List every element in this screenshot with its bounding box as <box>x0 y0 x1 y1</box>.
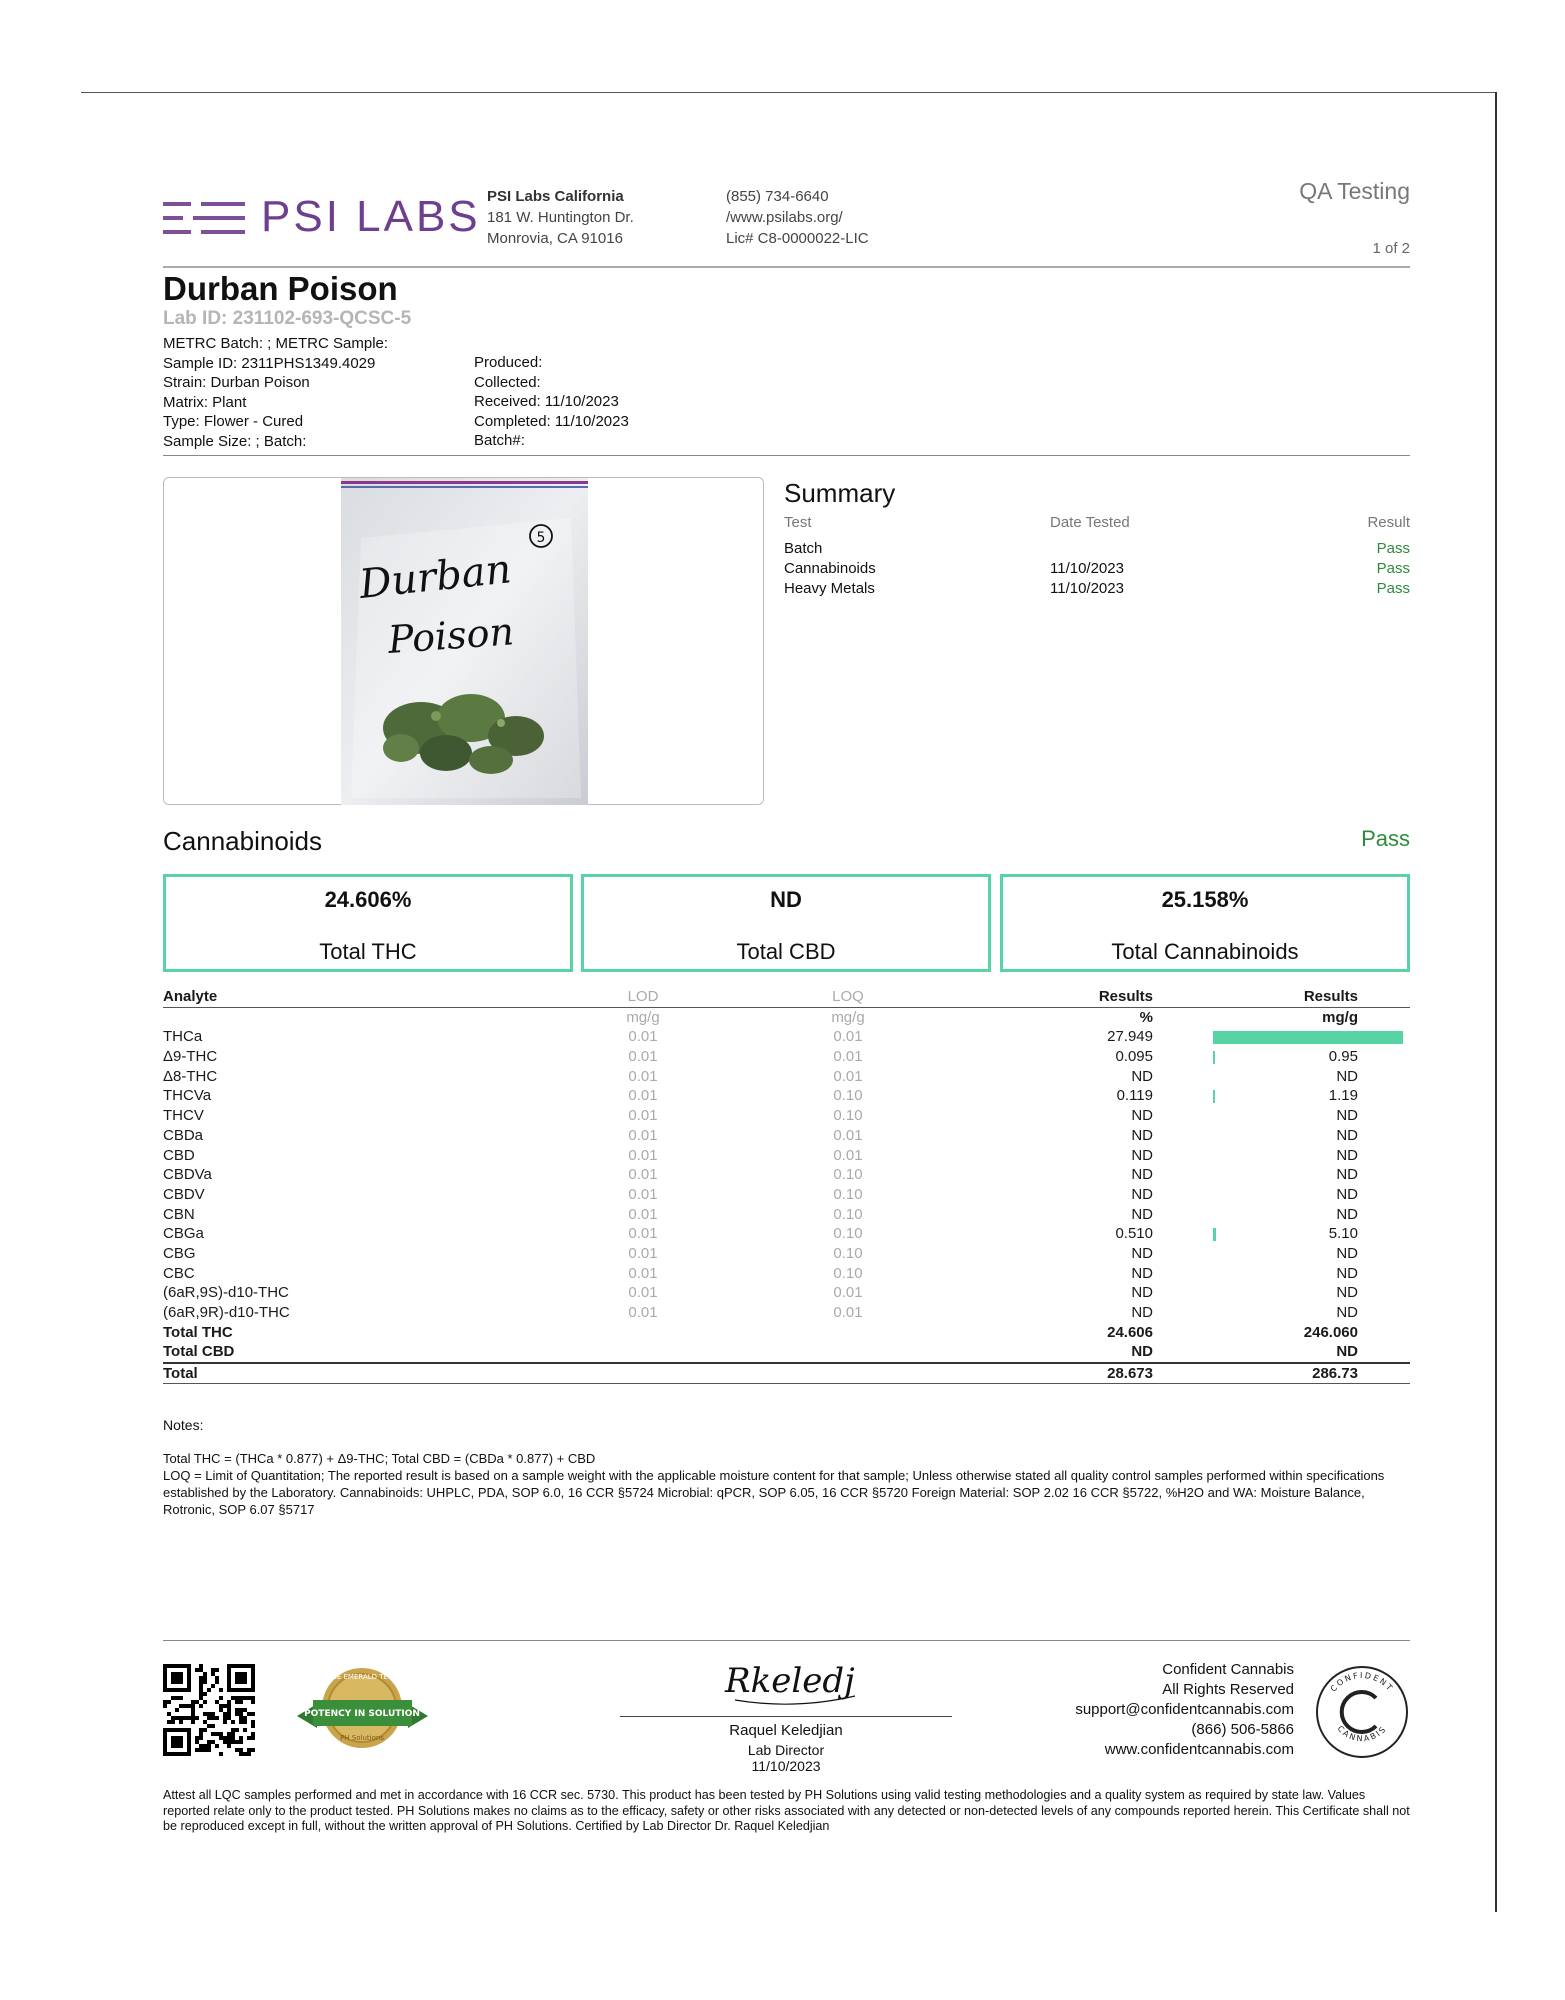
cc-rights: All Rights Reserved <box>1162 1681 1294 1698</box>
analyte-name: (6aR,9S)-d10-THC <box>163 1284 289 1302</box>
notes-line: LOQ = Limit of Quantitation; The reported result is based on a sample weight with the applicable moisture content for that sample; Unless otherwise stated all quality control samples performed within specifications established by the Laboratory. Cannabinoids: UHPLC, PDA, SOP 6.0, 16 CCR §5724 Microbial: qPCR, SOP 6.05, 16 CCR §5720 Foreign Material: SOP 2.02 16 CCR §5722, %H2O and WA: Moisture Balance, Rotronic, SOP 6.07 §5717 <box>163 1468 1385 1517</box>
analyte-lod: 0.01 <box>628 1205 658 1223</box>
lab-website: /www.psilabs.org/ <box>726 209 843 226</box>
total-thc-label: Total THC <box>319 939 417 964</box>
lab-contact <box>726 186 869 249</box>
analyte-loq: 0.01 <box>833 1146 863 1164</box>
analyte-loq: 0.01 <box>833 1048 863 1066</box>
summary-col-date: Date Tested <box>1050 514 1130 531</box>
analyte-name: Total <box>163 1364 198 1382</box>
analyte-row <box>163 1047 1410 1067</box>
analyte-row <box>163 1244 1410 1264</box>
signer-role: Lab Director <box>747 1742 825 1758</box>
analyte-lod: 0.01 <box>628 1166 658 1184</box>
analyte-name: THCVa <box>163 1087 212 1105</box>
total-cannabinoids-label: Total Cannabinoids <box>1111 939 1299 964</box>
qr-code-icon[interactable] <box>163 1664 255 1756</box>
analyte-row <box>163 1185 1410 1205</box>
result-mg: 286.73 <box>1312 1364 1358 1382</box>
cc-name: Confident Cannabis <box>1162 1661 1294 1678</box>
result-pct: ND <box>1131 1107 1153 1125</box>
psi-labs-logo <box>163 192 483 244</box>
cc-website[interactable]: www.confidentcannabis.com <box>1104 1741 1294 1758</box>
analyte-row <box>163 1067 1410 1087</box>
result-pct: 24.606 <box>1107 1323 1153 1341</box>
result-pct: ND <box>1131 1166 1153 1184</box>
analyte-lod: 0.01 <box>628 1264 658 1282</box>
total-row <box>163 1364 1410 1384</box>
analyte-name: CBC <box>163 1264 195 1282</box>
analyte-loq: 0.10 <box>833 1087 863 1105</box>
analyte-loq: 0.01 <box>833 1304 863 1321</box>
analyte-loq: 0.01 <box>833 1284 863 1302</box>
sample-meta-dates <box>474 353 629 451</box>
svg-text:THE EMERALD TEST: THE EMERALD TEST <box>327 1673 397 1681</box>
lab-name: PSI Labs California <box>487 188 624 205</box>
unit-pct: % <box>1139 1008 1153 1026</box>
result-pct: ND <box>1131 1244 1153 1262</box>
result-pct: 0.510 <box>1115 1225 1153 1243</box>
result-mg: ND <box>1336 1185 1358 1203</box>
result-mg: ND <box>1336 1126 1358 1144</box>
analyte-lod: 0.01 <box>628 1126 658 1144</box>
sample-title: Durban Poison <box>163 270 398 307</box>
analyte-name: (6aR,9R)-d10-THC <box>163 1304 290 1321</box>
total-thc-box <box>163 874 573 972</box>
page-top-rule <box>81 92 1496 93</box>
svg-text:POTENCY IN SOLUTION: POTENCY IN SOLUTION <box>304 1709 420 1719</box>
result-mg: 246.060 <box>1303 1323 1358 1341</box>
analyte-rows <box>163 1027 1410 1322</box>
analyte-row <box>163 1106 1410 1126</box>
summary-col-test: Test <box>784 514 812 531</box>
analyte-name: CBDa <box>163 1126 204 1144</box>
lab-phone: (855) 734-6640 <box>726 188 829 205</box>
signed-date: 11/10/2023 <box>751 1758 821 1774</box>
analyte-lod: 0.01 <box>628 1048 658 1066</box>
sample-bag-image <box>341 478 588 805</box>
page-right-rule <box>1495 92 1497 1912</box>
svg-text:CANNABIS: CANNABIS <box>1335 1724 1389 1744</box>
total-cannabinoids-value: 25.158% <box>1161 887 1249 912</box>
analyte-name: THCa <box>163 1028 203 1046</box>
summary-result: Pass <box>1376 560 1410 577</box>
analyte-loq: 0.10 <box>833 1107 863 1125</box>
svg-text:Poison: Poison <box>386 609 516 662</box>
footer-rule <box>163 1640 1410 1641</box>
svg-text:CONFIDENT: CONFIDENT <box>1328 1670 1396 1694</box>
analyte-lod: 0.01 <box>628 1067 658 1085</box>
analyte-lod: 0.01 <box>628 1185 658 1203</box>
svg-text:Rkeledj: Rkeledj <box>725 1661 855 1701</box>
meta-line: Strain: Durban Poison <box>163 374 310 392</box>
analyte-lod: 0.01 <box>628 1304 658 1321</box>
result-pct: ND <box>1131 1067 1153 1085</box>
col-results-mg: Results <box>1303 988 1358 1005</box>
analyte-lod: 0.01 <box>628 1284 658 1302</box>
attestation-text: Attest all LQC samples performed and met in accordance with 16 CCR sec. 5730. This product has been tested by PH Solutions using valid testing methodologies and a quality system as required by state law. Values reported relate only to the product tested. PH Solutions makes no claims as to the efficacy, safety or other risks associated with any detected or non-detected levels of any compounds reported herein. This Certificate shall not be reproduced except in full, without the written approval of PH Solutions. Certified by Lab Director Dr. Raquel Keledjian <box>163 1788 1410 1833</box>
summary-result: Pass <box>1376 580 1410 597</box>
result-pct: ND <box>1131 1185 1153 1203</box>
confident-cannabis-info <box>1075 1660 1294 1760</box>
summary-date: 11/10/2023 <box>1050 580 1124 597</box>
result-pct: ND <box>1131 1284 1153 1302</box>
analyte-name: Δ9-THC <box>163 1048 218 1066</box>
result-bar <box>1213 1228 1216 1241</box>
svg-text:Durban: Durban <box>357 546 514 608</box>
meta-line: Sample Size: ; Batch: <box>163 432 307 450</box>
result-pct: ND <box>1131 1126 1153 1144</box>
total-cbd-value: ND <box>770 887 802 912</box>
signer-title <box>620 1742 952 1774</box>
table-header-row <box>163 987 1410 1007</box>
total-cbd-row <box>163 1342 1410 1362</box>
analyte-row <box>163 1303 1410 1323</box>
analyte-row <box>163 1146 1410 1166</box>
analyte-row <box>163 1126 1410 1146</box>
total-cbd-label: Total CBD <box>736 939 836 964</box>
analyte-name: Δ8-THC <box>163 1067 218 1085</box>
result-mg: ND <box>1336 1244 1358 1262</box>
result-mg: ND <box>1336 1264 1358 1282</box>
table-units-row <box>163 1008 1410 1028</box>
analyte-lod: 0.01 <box>628 1244 658 1262</box>
analyte-name: CBG <box>163 1244 196 1262</box>
summary-result: Pass <box>1376 540 1410 557</box>
analyte-lod: 0.01 <box>628 1107 658 1125</box>
result-bar <box>1213 1031 1403 1044</box>
result-pct: ND <box>1131 1304 1153 1321</box>
analyte-row <box>163 1264 1410 1284</box>
analyte-lod: 0.01 <box>628 1028 658 1046</box>
total-thc-value: 24.606% <box>324 887 412 912</box>
cc-email[interactable]: support@confidentcannabis.com <box>1075 1701 1294 1718</box>
result-pct: 0.095 <box>1115 1048 1153 1066</box>
cc-phone: (866) 506-5866 <box>1191 1721 1294 1738</box>
unit-loq: mg/g <box>831 1008 865 1026</box>
svg-text:5: 5 <box>536 530 546 546</box>
meta-line: Batch#: <box>474 432 525 450</box>
result-pct: ND <box>1131 1343 1153 1361</box>
lab-address <box>487 186 634 249</box>
result-mg: 0.95 <box>1328 1048 1358 1066</box>
meta-line: Matrix: Plant <box>163 393 247 411</box>
result-mg: ND <box>1336 1284 1358 1302</box>
analyte-row <box>163 1027 1410 1047</box>
result-bar <box>1213 1090 1215 1103</box>
analyte-loq: 0.10 <box>833 1166 863 1184</box>
summary-date: 11/10/2023 <box>1050 560 1124 577</box>
table-bottom-rule <box>163 1383 1410 1384</box>
analyte-loq: 0.10 <box>833 1185 863 1203</box>
sample-meta-left <box>163 334 388 452</box>
analyte-name: THCV <box>163 1107 204 1125</box>
unit-mg: mg/g <box>1322 1008 1358 1026</box>
sample-photo <box>341 478 588 805</box>
potency-seal-icon <box>295 1660 430 1760</box>
result-mg: ND <box>1336 1146 1358 1164</box>
analyte-loq: 0.01 <box>833 1126 863 1144</box>
total-cannabinoids-box <box>1000 874 1410 972</box>
signer-name: Raquel Keledjian <box>729 1722 843 1739</box>
analyte-loq: 0.01 <box>833 1067 863 1085</box>
analyte-name: Total THC <box>163 1323 233 1341</box>
result-bar <box>1213 1051 1215 1064</box>
analyte-lod: 0.01 <box>628 1225 658 1243</box>
header-rule <box>163 266 1410 268</box>
meta-line: Type: Flower - Cured <box>163 413 304 431</box>
notes-line: Total THC = (THCa * 0.877) + Δ9-THC; Total CBD = (CBDa * 0.877) + CBD <box>163 1451 596 1466</box>
summary-title: Summary <box>784 478 896 508</box>
logo-wordmark: PSI LABS <box>261 192 481 241</box>
col-analyte: Analyte <box>163 988 218 1005</box>
result-pct: ND <box>1131 1264 1153 1282</box>
result-mg: ND <box>1336 1304 1358 1321</box>
col-lod: LOD <box>627 988 659 1005</box>
result-pct: 0.119 <box>1116 1087 1153 1105</box>
result-pct: ND <box>1131 1146 1153 1164</box>
analyte-row <box>163 1283 1410 1303</box>
total-cbd-box <box>581 874 991 972</box>
summary-test: Cannabinoids <box>784 560 876 577</box>
cannabinoid-table <box>163 987 1410 1384</box>
report-type: QA Testing <box>1299 178 1410 204</box>
analyte-lod: 0.01 <box>628 1087 658 1105</box>
meta-line: Produced: <box>474 354 543 371</box>
notes-heading: Notes: <box>163 1417 204 1433</box>
analyte-row <box>163 1086 1410 1106</box>
analyte-loq: 0.10 <box>833 1225 863 1243</box>
result-mg: 1.19 <box>1328 1087 1358 1105</box>
notes-body <box>163 1450 1410 1518</box>
analyte-name: Total CBD <box>163 1343 235 1361</box>
cannabinoids-status: Pass <box>1361 826 1410 851</box>
analyte-lod: 0.01 <box>628 1146 658 1164</box>
meta-line: Received: 11/10/2023 <box>474 393 619 411</box>
signature-line <box>620 1716 952 1717</box>
result-mg: ND <box>1336 1343 1358 1361</box>
result-pct: 28.673 <box>1107 1364 1153 1382</box>
analyte-row <box>163 1224 1410 1244</box>
lab-license: Lic# C8-0000022-LIC <box>726 230 869 247</box>
analyte-name: CBDVa <box>163 1166 212 1184</box>
signature-image <box>715 1652 875 1712</box>
analyte-row <box>163 1205 1410 1225</box>
col-results-pct: Results <box>1098 988 1153 1005</box>
meta-line: Collected: <box>474 373 541 391</box>
analyte-name: CBDV <box>163 1185 205 1203</box>
result-mg: ND <box>1336 1107 1358 1125</box>
analyte-name: CBGa <box>163 1225 204 1243</box>
unit-lod: mg/g <box>626 1008 660 1026</box>
meta-rule <box>163 455 1410 456</box>
result-mg: ND <box>1336 1166 1358 1184</box>
summary-test: Heavy Metals <box>784 580 875 597</box>
result-pct: ND <box>1131 1205 1153 1223</box>
result-mg: ND <box>1336 1067 1358 1085</box>
meta-line: Sample ID: 2311PHS1349.4029 <box>163 354 376 372</box>
page-number: 1 of 2 <box>1372 240 1410 257</box>
meta-line: METRC Batch: ; METRC Sample: <box>163 335 389 352</box>
lab-id: Lab ID: 231102-693-QCSC-5 <box>163 308 412 329</box>
analyte-loq: 0.01 <box>833 1028 863 1046</box>
result-mg: ND <box>1336 1205 1358 1223</box>
svg-text:PH Solutions: PH Solutions <box>340 1734 384 1742</box>
total-thc-row <box>163 1323 1410 1343</box>
analyte-loq: 0.10 <box>833 1205 863 1223</box>
analyte-name: CBN <box>163 1205 195 1223</box>
analyte-row <box>163 1165 1410 1185</box>
meta-line: Completed: 11/10/2023 <box>474 412 629 430</box>
analyte-loq: 0.10 <box>833 1264 863 1282</box>
logo-bars-icon <box>163 202 245 236</box>
result-pct: 27.949 <box>1107 1028 1153 1046</box>
analyte-loq: 0.10 <box>833 1244 863 1262</box>
summary-col-result: Result <box>1367 514 1410 531</box>
lab-address-line1: 181 W. Huntington Dr. <box>487 209 634 226</box>
col-loq: LOQ <box>832 988 864 1005</box>
lab-address-line2: Monrovia, CA 91016 <box>487 230 623 247</box>
summary-test: Batch <box>784 540 823 557</box>
result-mg: 5.10 <box>1328 1225 1358 1243</box>
confident-cannabis-logo-icon <box>1314 1664 1410 1760</box>
analyte-name: CBD <box>163 1146 195 1164</box>
cannabinoids-title: Cannabinoids <box>163 826 323 856</box>
